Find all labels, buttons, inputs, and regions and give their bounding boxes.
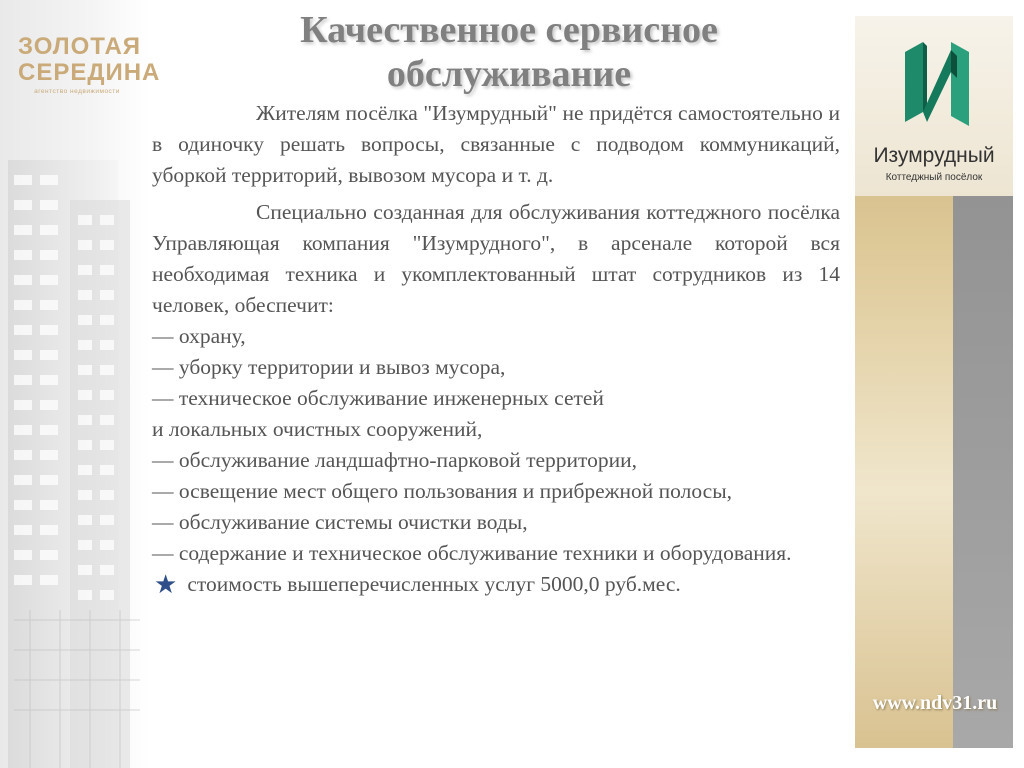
agency-tagline: агентство недвижимости <box>34 88 120 95</box>
slide-title <box>150 8 868 96</box>
cost-note-text: стоимость вышеперечисленных услуг 5000,0 руб.мес. <box>187 572 681 596</box>
title-line2: обслуживание <box>386 53 632 95</box>
agency-name-line1: ЗОЛОТАЯ <box>18 33 142 60</box>
agency-name-line2: СЕРЕДИНА <box>18 59 161 86</box>
brand-subtitle: Коттеджный посёлок <box>885 172 983 183</box>
building-illustration <box>0 0 161 768</box>
agency-logo <box>18 33 161 95</box>
building-background <box>0 0 161 768</box>
cost-note <box>152 569 840 600</box>
service-item: — освещение мест общего пользования и прибрежной полосы, <box>152 479 733 503</box>
title-line1: Качественное сервисное <box>300 9 718 51</box>
service-item: — обслуживание ландшафтно-парковой территории, <box>152 448 638 472</box>
service-item: — обслуживание системы очистки воды, <box>152 510 528 534</box>
service-item: — содержание и техническое обслуживание техники и оборудования. <box>152 541 792 565</box>
brand-name: Изумрудный <box>873 144 995 167</box>
paragraph-management-company: Специально созданная для обслуживания коттеджного посёлка Управляющая компания "Изумрудного", в арсенале которой вся необходимая техника и укомплектованный штат сотрудников из 14 человек, обеспечит: <box>152 200 840 317</box>
service-item: — охрану, <box>152 324 246 348</box>
slide-body <box>152 98 840 600</box>
brand-logo <box>855 16 1013 196</box>
brand-panel <box>855 16 1013 748</box>
service-item: — уборку территории и вывоз мусора, <box>152 355 506 379</box>
website-link[interactable]: www.ndv31.ru <box>872 692 998 714</box>
emerald-logo-icon <box>905 42 969 126</box>
paragraph-residents: Жителям посёлка "Изумрудный" не придётся самостоятельно и в одиночку решать вопросы, связанные с подводом коммуникаций, уборкой территорий, вывозом мусора и т. д. <box>152 101 840 187</box>
service-item: и локальных очистных сооружений, <box>152 417 483 441</box>
service-item: — техническое обслуживание инженерных сетей <box>152 386 604 410</box>
star-icon: ★ <box>154 569 178 599</box>
